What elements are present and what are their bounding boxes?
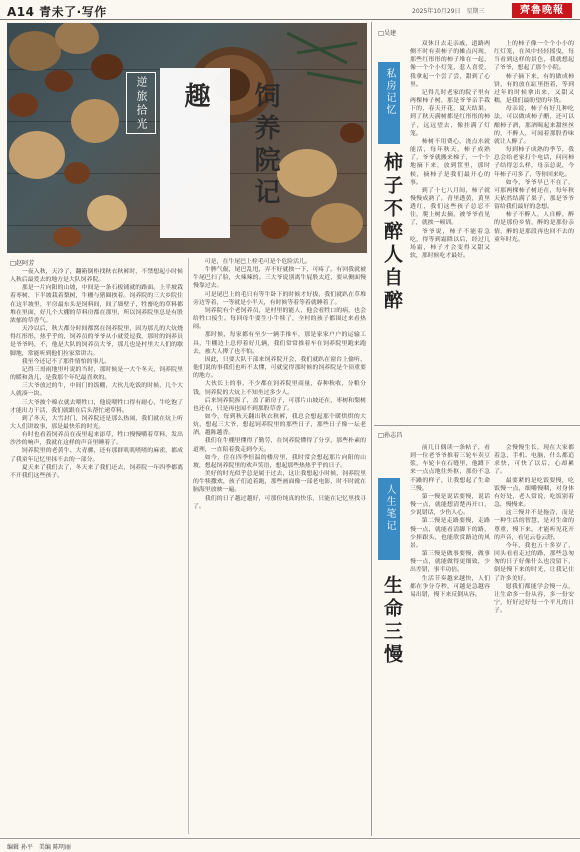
paragraph: 第二慢是走路要慢，走路慢一点，就能看清脚下的路，少摔跟头，也能欣赏路边的风景。 [410,518,490,549]
paragraph: 可是，在牛尾巴上栓毛可是个危险活儿。 [204,259,311,265]
article-column-1 [10,268,183,834]
paragraph: 三大爷放过的牛，中间门的饭棚，大伙儿吃饭的时候，几个大人就凑一块。 [10,383,183,398]
paragraph: 第一慢是说话要慢，说话慢一点，就能想清楚再开口，少说错话，少伤人心。 [410,493,490,517]
article-byline: □孙志昌 [378,432,403,439]
section-title: A14 青未了·写作 [7,5,107,19]
paragraph: 一夜入秋，天冷了，翻箱倒柜找秋衣秋裤时，不禁想起小时候入秋后最爱去的地方是大队饲养院。 [10,269,183,284]
paragraph: 今年，我也五十多岁了，回头看看走过的路，那些急匆匆的日子好像什么也没留下，倒是慢下来的时光，让我记住了许多美好。 [494,542,574,582]
paragraph: 夏天来了我们去了，冬天来了我们还去，饲养院一年四季都离不开我们这些孩子。 [10,464,183,479]
paragraph: 到了十七八月间，柿子就慢慢成熟了，青里透黄，黄里透红，我们这些孩子总忍不住，爬上树去摘，被爷爷看见了，就挨一顿训。 [410,187,490,227]
article-title: 饲养院记趣 [160,68,230,238]
article-column-1 [410,444,490,834]
article-byline: □吴建 [378,30,397,37]
paragraph: 上的柿子像一个个小小的红灯笼，在风中轻轻摇曳，每当看到这样的景色，我就想起了爷爷，想起了那个小院。 [494,41,574,72]
paragraph: 有时也看着饲养员在夜里起来添草，牲口慢慢嚼着草料，发出沙沙的响声，我就在这样的声音里睡着了。 [10,432,183,447]
paragraph: 饲养院里的老黄牛、大青骡，还有那群叽叽喳喳的麻雀，都成了我童年记忆里抹不去的一部分。 [10,448,183,463]
paragraph: 牛脾气倔，尾巴乱甩，弄不好就挨一下，可疼了。有回我就被牛尾巴扫了脸，火辣辣的。三大爷说别离牛屁股太近，要从侧面慢慢靠过去。 [193,267,366,290]
paragraph: 后来饲养院拆了，盖了新房子，可那片山坡还在，枣树和梨树也还在，只是再也闻不到那股草香了。 [193,397,366,412]
paragraph: 爷爷说，柿子不能着急吃，得等到霜降以后，经过几场霜，柿子才会变得又甜又软，那时候吃才最好。 [410,228,490,260]
article-byline: □赵阿芳 [10,260,35,267]
editor-credits: 编辑 孙平 美编 陈明丽 [7,844,71,851]
article-title: 柿子不醉人自醉 [381,152,403,313]
article-column-2 [494,40,574,422]
walnut [71,99,119,143]
article-column-2 [193,258,366,834]
article-title: 生命三慢 [381,575,403,667]
paragraph: 柿子不醉人，人自醉，醉的是那份乡情，醉的是那份亲情，醉的是那段再也回不去的童年时光。 [494,212,574,243]
section-divider [371,22,372,836]
walnut [311,203,363,243]
chestnut [53,227,81,247]
paragraph: 愿我们都能学会慢一点，让生命多一份从容，多一份安宁，好好过好每一个平凡的日子。 [494,583,574,615]
paragraph: 如今，住在四季恒温的楼房里，我时常会想起那片向阳的山坡，想起饲养院里的欢声笑语，想起那些热热乎乎的日子。 [193,454,366,469]
paragraph: 双休日去走亲戚，道路两侧不时有卖柿子的摊点闪现，那些红彤彤的柿子堆在一起，像一个个小灯笼，惹人喜爱，我拿起一个尝了尝，甜到了心里。 [410,41,490,88]
paragraph: 这三慢并不是拖沓，而是一种生活的智慧，是对生命的尊重，慢下来，才能听见花开的声音，看见云卷云舒。 [494,510,574,541]
page-header [0,0,580,20]
article-column-1 [410,40,490,422]
walnut [9,31,61,71]
paragraph: 如今，每到秋天翻出秋衣秋裤，我总会想起那个暖烘烘的大炕，想起三大爷，想起饲养院里的那些日子，那些日子像一坛老酒，越陈越香。 [193,413,366,437]
article-separator [374,425,580,426]
walnut [87,195,127,231]
paragraph: 第三慢是做事要慢，做事慢一点，就能做得更细致，少出差错，事半功倍。 [410,551,490,574]
column-divider [188,258,189,834]
paragraph: 会慢慢生长，现在大家都着急，手机、电脑，什么都追求快，可快了以后，心却累了。 [494,445,574,476]
paragraph: 到了冬天，大雪封门，饲养院还是那么热闹，我们就在炕上听大人们讲故事，那是最快乐的时光。 [10,415,183,430]
paragraph: 我们的日子越过越好，可那份纯真的快乐，只能在记忆里找寻了。 [193,495,366,510]
chestnut [64,162,90,184]
paragraph: 每到柿子成熟的季节，我总会给老家打个电话，问问柿子结得怎么样，母亲总说，今年柿子可多了，等你回来吃。 [494,147,574,178]
paragraph: 母亲说，柿子有好几种吃法，可以做成柿子醋，还可以酿柿子酒，那酒喝起来甜丝丝的，不醉人，可闻着那股香味就让人醉了。 [494,106,574,145]
paragraph: 美好的时光似乎总是属于过去，这让我想起小时候，饲养院里的牛犊撒欢，孩子们追着跑，那些画面像一部老电影，时不时就在脑海里放映一遍。 [193,471,366,494]
chestnut [340,123,364,143]
issue-date: 2025年10月29日 星期三 [412,8,485,15]
paragraph: 柿子摘下来，有的做成柿饼，有的放在缸里捂着，等到过年的时候拿出来，又甜又糯，是我们最盼望的年货。 [494,73,574,105]
paragraph: 那是一片向阳的山坡，中间是一条石板铺就的路面。上半坡栽着枣树，下半坡栽着梨树，牛栅与猪圈挨着。饲养院的三大乡院住在这半坡里，平房最东头是饲料间，间了墙壁子，牲畜吃的草料都堆在里面，好几个大棚的草料房都在那里，所以饲养院里总是有股浓郁的草香气。 [10,285,183,324]
page-footer [0,838,580,852]
newspaper-logo: 齊魯晚報 [512,3,572,18]
paragraph: 前几日偶读一条帖子，看到一位老爷爷推着三轮车卖豆浆，车轮卡在石缝里，他蹲下来一点点地往外抠，那份不急不躁的样子，让我想起了生命三慢。 [410,445,490,492]
paragraph: 记得儿时老家的院子里有两棵柿子树，那是爷爷亲手栽下的，春天开花，夏天结果，到了秋天满树都是红彤彤的柿子，远远望去，像挂满了灯笼。 [410,89,490,137]
paragraph: 柿树不用费心，浇点水就能活，每年秋天，柿子成熟了，爷爷就搬来梯子，一个个地摘下来，放到筐里，那时候，摘柿子是我们最开心的事。 [410,138,490,186]
paragraph: 我至今还记不了那件情怕的事儿。 [21,358,111,365]
column-badge: 逆旅拾光 [126,72,156,134]
paragraph: 生活节奏越来越快，人们都在争分夺秒，可越是急越容易出错，慢下来反倒从容。 [410,575,490,598]
chestnut [91,54,123,80]
chestnut [45,70,73,92]
paragraph: 可是尾巴上的毛只有等牛卧下的时候才好拔，我们就趴在草堆旁边等着，一等就是小半天，有时候等着等着就睡着了。 [193,291,366,306]
walnut [55,23,99,54]
column-tab: 私房记忆 [378,62,400,144]
paragraph: 饲养院有个老饲养员，是村里的能人，他会看牲口的病，也会给牲口接生。每回母牛要生小牛犊了，全村的孩子都围过来看热闹。 [193,307,366,331]
column-tab: 人生笔记 [378,478,400,560]
paragraph: 最要紧的是吃饭要慢，吃饭慢一点，细嚼慢咽，对身体有好处，老人常说，吃饭别着急，慢慢来。 [494,477,574,509]
paragraph: 大伙长上的事，不少都在饲养院里商量，春种秋收，分粮分钱，饲养院的大炕上不知坐过多少人。 [193,381,366,396]
article-column-2 [494,444,574,834]
paragraph: 因此，只要大队干部来饲养院开会，我们就趴在窗台上偷听，他们说的事我们也听不太懂，可就觉得那时候的饲养院是个顶重要的地方。 [193,356,366,380]
paragraph: 天冷以后，秋大都分时间都窝在饲养院里，因为那儿的大炕烧得红彤彤，热乎乎的，饲养员的爷爷从小就爱逗我，那时的饲养员是爷爷吗，不，他是大队的饲养员大爷，那儿也是村里大人们的歇脚地，常能听到他们拉家常讲古。 [10,326,183,357]
paragraph: 我们在牛棚里懂得了勤劳，在饲养院懂得了分享，那些朴素的道理，一直陪着我走到今天。 [193,438,366,453]
paragraph: 记得三哥雨地里叶说的当时，那时候是一大个冬天，饲养院里的暖和劲儿，是我那个年纪最喜欢的。 [10,366,183,382]
paragraph: 三大爷披个棉衣就去喂牲口，他说喂牲口得有耐心，牛吃饱了才能出力干活，我们就跟在后头帮忙递草料。 [10,399,183,414]
walnut [9,131,65,179]
paragraph: 如今，爷爷早已不在了，可那两棵柿子树还在，每年秋天依然结满了果子，那是爷爷留给我们最好的念想。 [494,179,574,211]
chestnut [8,93,38,117]
paragraph: 那时候，每家都有至少一辆手推车，那是家家户户的运输工具，牛棚边上总停着好几辆，我们常常推着车在饲养院里跑来跑去，被大人撵了也不怕。 [193,332,366,355]
